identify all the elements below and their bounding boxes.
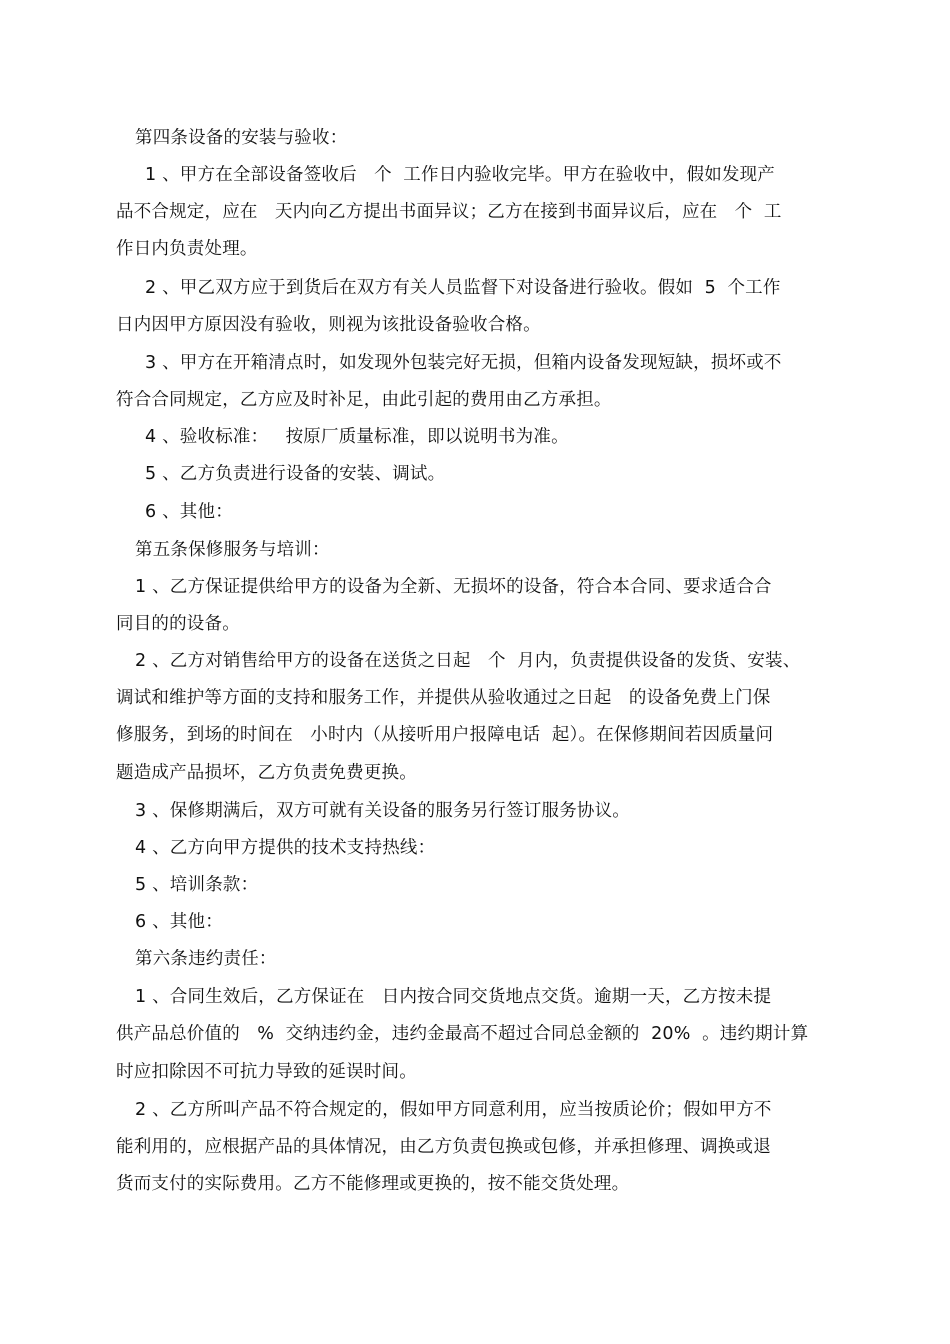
paragraph-line: 6 、其他： xyxy=(145,502,233,522)
paragraph-line: 品不合规定，应在 天内向乙方提出书面异议；乙方在接到书面异议后，应在 个 工 xyxy=(116,202,782,222)
paragraph-line: 1 、乙方保证提供给甲方的设备为全新、无损坏的设备，符合本合同、要求适合合 xyxy=(135,577,772,597)
paragraph-line: 货而支付的实际费用。乙方不能修理或更换的，按不能交货处理。 xyxy=(116,1174,630,1194)
paragraph-line: 日内因甲方原因没有验收，则视为该批设备验收合格。 xyxy=(116,315,541,335)
paragraph-line: 同目的的设备。 xyxy=(116,614,240,634)
paragraph-line: 作日内负责处理。 xyxy=(116,239,258,259)
article-5-heading: 第五条保修服务与培训： xyxy=(135,540,330,560)
paragraph-line: 6 、其他： xyxy=(135,912,223,932)
paragraph-line: 调试和维护等方面的支持和服务工作，并提供从验收通过之日起 的设备免费上门保 xyxy=(116,688,771,708)
paragraph-line: 能利用的，应根据产品的具体情况，由乙方负责包换或包修，并承担修理、调换或退 xyxy=(116,1137,771,1157)
paragraph-line: 3 、保修期满后，双方可就有关设备的服务另行签订服务协议。 xyxy=(135,801,630,821)
paragraph-line: 5 、培训条款： xyxy=(135,875,259,895)
article-6-heading: 第六条违约责任： xyxy=(135,949,277,969)
paragraph-line: 2 、乙方所叫产品不符合规定的，假如甲方同意利用，应当按质论价；假如甲方不 xyxy=(135,1100,772,1120)
paragraph-line: 供产品总价值的 % 交纳违约金，违约金最高不超过合同总金额的 20% 。违约期计算 xyxy=(116,1024,809,1044)
paragraph-line: 修服务，到场的时间在 小时内（从接听用户报障电话 起）。在保修期间若因质量问 xyxy=(116,725,774,745)
paragraph-line: 时应扣除因不可抗力导致的延误时间。 xyxy=(116,1062,417,1082)
paragraph-line: 2 、乙方对销售给甲方的设备在送货之日起 个 月内，负责提供设备的发货、安装、 xyxy=(135,651,801,671)
paragraph-line: 4 、验收标准： 按原厂质量标准，即以说明书为准。 xyxy=(145,427,569,447)
paragraph-line: 题造成产品损坏，乙方负责免费更换。 xyxy=(116,763,417,783)
paragraph-line: 1 、甲方在全部设备签收后 个 工作日内验收完毕。甲方在验收中，假如发现产 xyxy=(145,165,776,185)
paragraph-line: 3 、甲方在开箱清点时，如发现外包装完好无损，但箱内设备发现短缺，损坏或不 xyxy=(145,353,782,373)
paragraph-line: 符合合同规定，乙方应及时补足，由此引起的费用由乙方承担。 xyxy=(116,390,612,410)
article-4-heading: 第四条设备的安装与验收： xyxy=(135,128,348,148)
paragraph-line: 5 、乙方负责进行设备的安装、调试。 xyxy=(145,464,446,484)
paragraph-line: 2 、甲乙双方应于到货后在双方有关人员监督下对设备进行验收。假如 5 个工作 xyxy=(145,278,781,298)
paragraph-line: 4 、乙方向甲方提供的技术支持热线： xyxy=(135,838,436,858)
paragraph-line: 1 、合同生效后，乙方保证在 日内按合同交货地点交货。逾期一天，乙方按未提 xyxy=(135,987,772,1007)
